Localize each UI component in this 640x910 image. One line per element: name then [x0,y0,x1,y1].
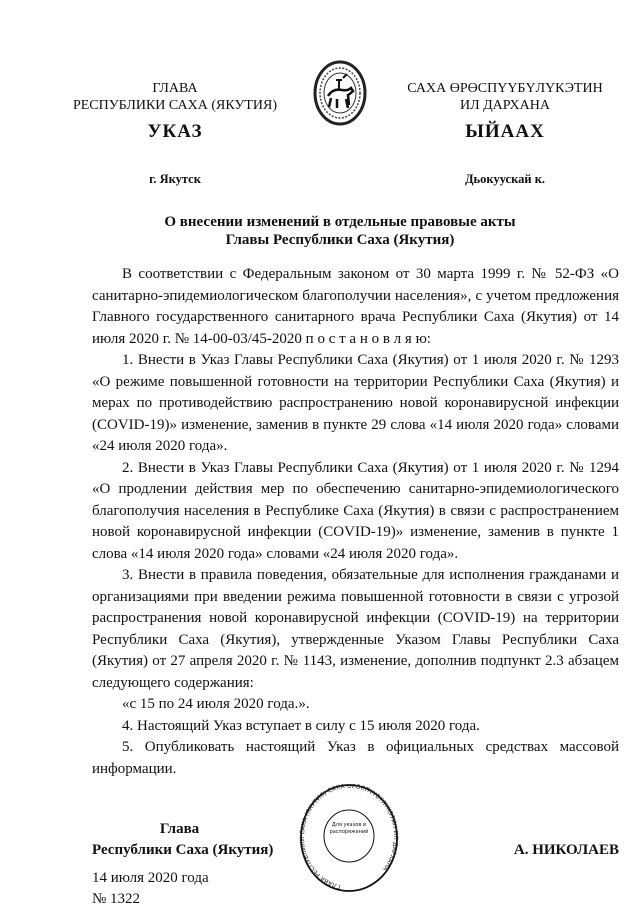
document-title [60,213,620,249]
coat-of-arms-emblem [313,60,367,131]
signature-position-line1: Глава [159,821,200,837]
document-date: 14 июля 2020 года [92,870,209,886]
stamp-center-text: Для указов и распоряжений [329,822,369,835]
item-3: 3. Внести в правила поведения, обязательные для исполнения гражданами и организациями при введении режима повышенной готовности в связи с угрозой распространения новой коронавирусной инфекции (COVID-19) на территории Республики Саха (Якутия), утвержденные Указом Главы Республики Саха (Якутия) от 27 апреля 2020 г. № 1143, изменение, дополнив подпункт 2.3 абзацем следующего содержания: [92,567,619,691]
city-ru: г. Якутск [149,172,201,186]
item-4: 4. Настоящий Указ вступает в силу с 15 июля 2020 года. [122,717,480,734]
document-flow [92,264,619,910]
official-stamp [299,784,399,896]
signature-position-line2: Республики Саха (Якутия) [92,842,274,858]
document-number: № 1322 [92,891,141,907]
doc-type-sah: ЫЙААХ [465,121,545,142]
header-right-line2: ИЛ ДАРХАНА [459,98,550,113]
signature-position [92,819,287,861]
header-left-line2: РЕСПУБЛИКИ САХА (ЯКУТИЯ) [72,98,278,113]
title-line2: Главы Республики Саха (Якутия) [225,232,455,248]
stamp-ring-text: ГЛАВА РЕСПУБЛИКИ САХА (ЯКУТИЯ) САХА ӨРӨСПҮҮБҮЛҮКЭТИН ИЛ ДАРХАНА [299,784,399,890]
signatory-name: А. НИКОЛАЕВ [513,842,619,858]
header-right [385,80,625,114]
header-left [70,80,280,114]
item-1: 1. Внести в Указ Главы Республики Саха (Якутия) от 1 июля 2020 г. № 1293 «О режиме повышенной готовности на территории Республики Саха (Якутия) и мерах по противодействию распространению новой коронавирусной инфекции (COVID-19)» изменение, заменив в пункте 29 слова «14 июля 2020 года» словами «24 июля 2020 года». [92,352,619,454]
title-line1: О внесении изменений в отдельные правовые акты [164,214,516,230]
city-sah: Дьокуускай к. [464,172,546,186]
header-left-line1: ГЛАВА [152,81,198,96]
doc-type-ru: УКАЗ [147,121,203,142]
header-right-line1: САХА ӨРӨСПҮҮБҮЛҮКЭТИН [407,81,603,96]
decree-word: п о с т а н о в л я ю: [305,330,431,347]
item-2: 2. Внести в Указ Главы Республики Саха (Якутия) от 1 июля 2020 г. № 1294 «О продлении действия мер по обеспечению санитарно-эпидемиологического благополучия населения в Республике Саха (Якутия) в связи с распространением новой коронавирусной инфекции (COVID-19)» изменение, заменив в пункте 1 слова «14 июля 2020 года» словами «24 июля 2020 года». [92,459,619,562]
item-3-quote: «с 15 по 24 июля 2020 года.». [122,696,310,712]
document-body [92,264,619,780]
intro-paragraph [92,264,619,350]
intro-text: В соответствии с Федеральным законом от 30 марта 1999 г. № 52-ФЗ «О санитарно-эпидемиологическом благополучии населения», с учетом предложения Главного государственного санитарного врача Республики Саха (Якутия) от 14 июля 2020 г. № 14-00-03/45-2020 [92,266,619,347]
item-5: 5. Опубликовать настоящий Указ в официальных средствах массовой информации. [92,739,619,777]
